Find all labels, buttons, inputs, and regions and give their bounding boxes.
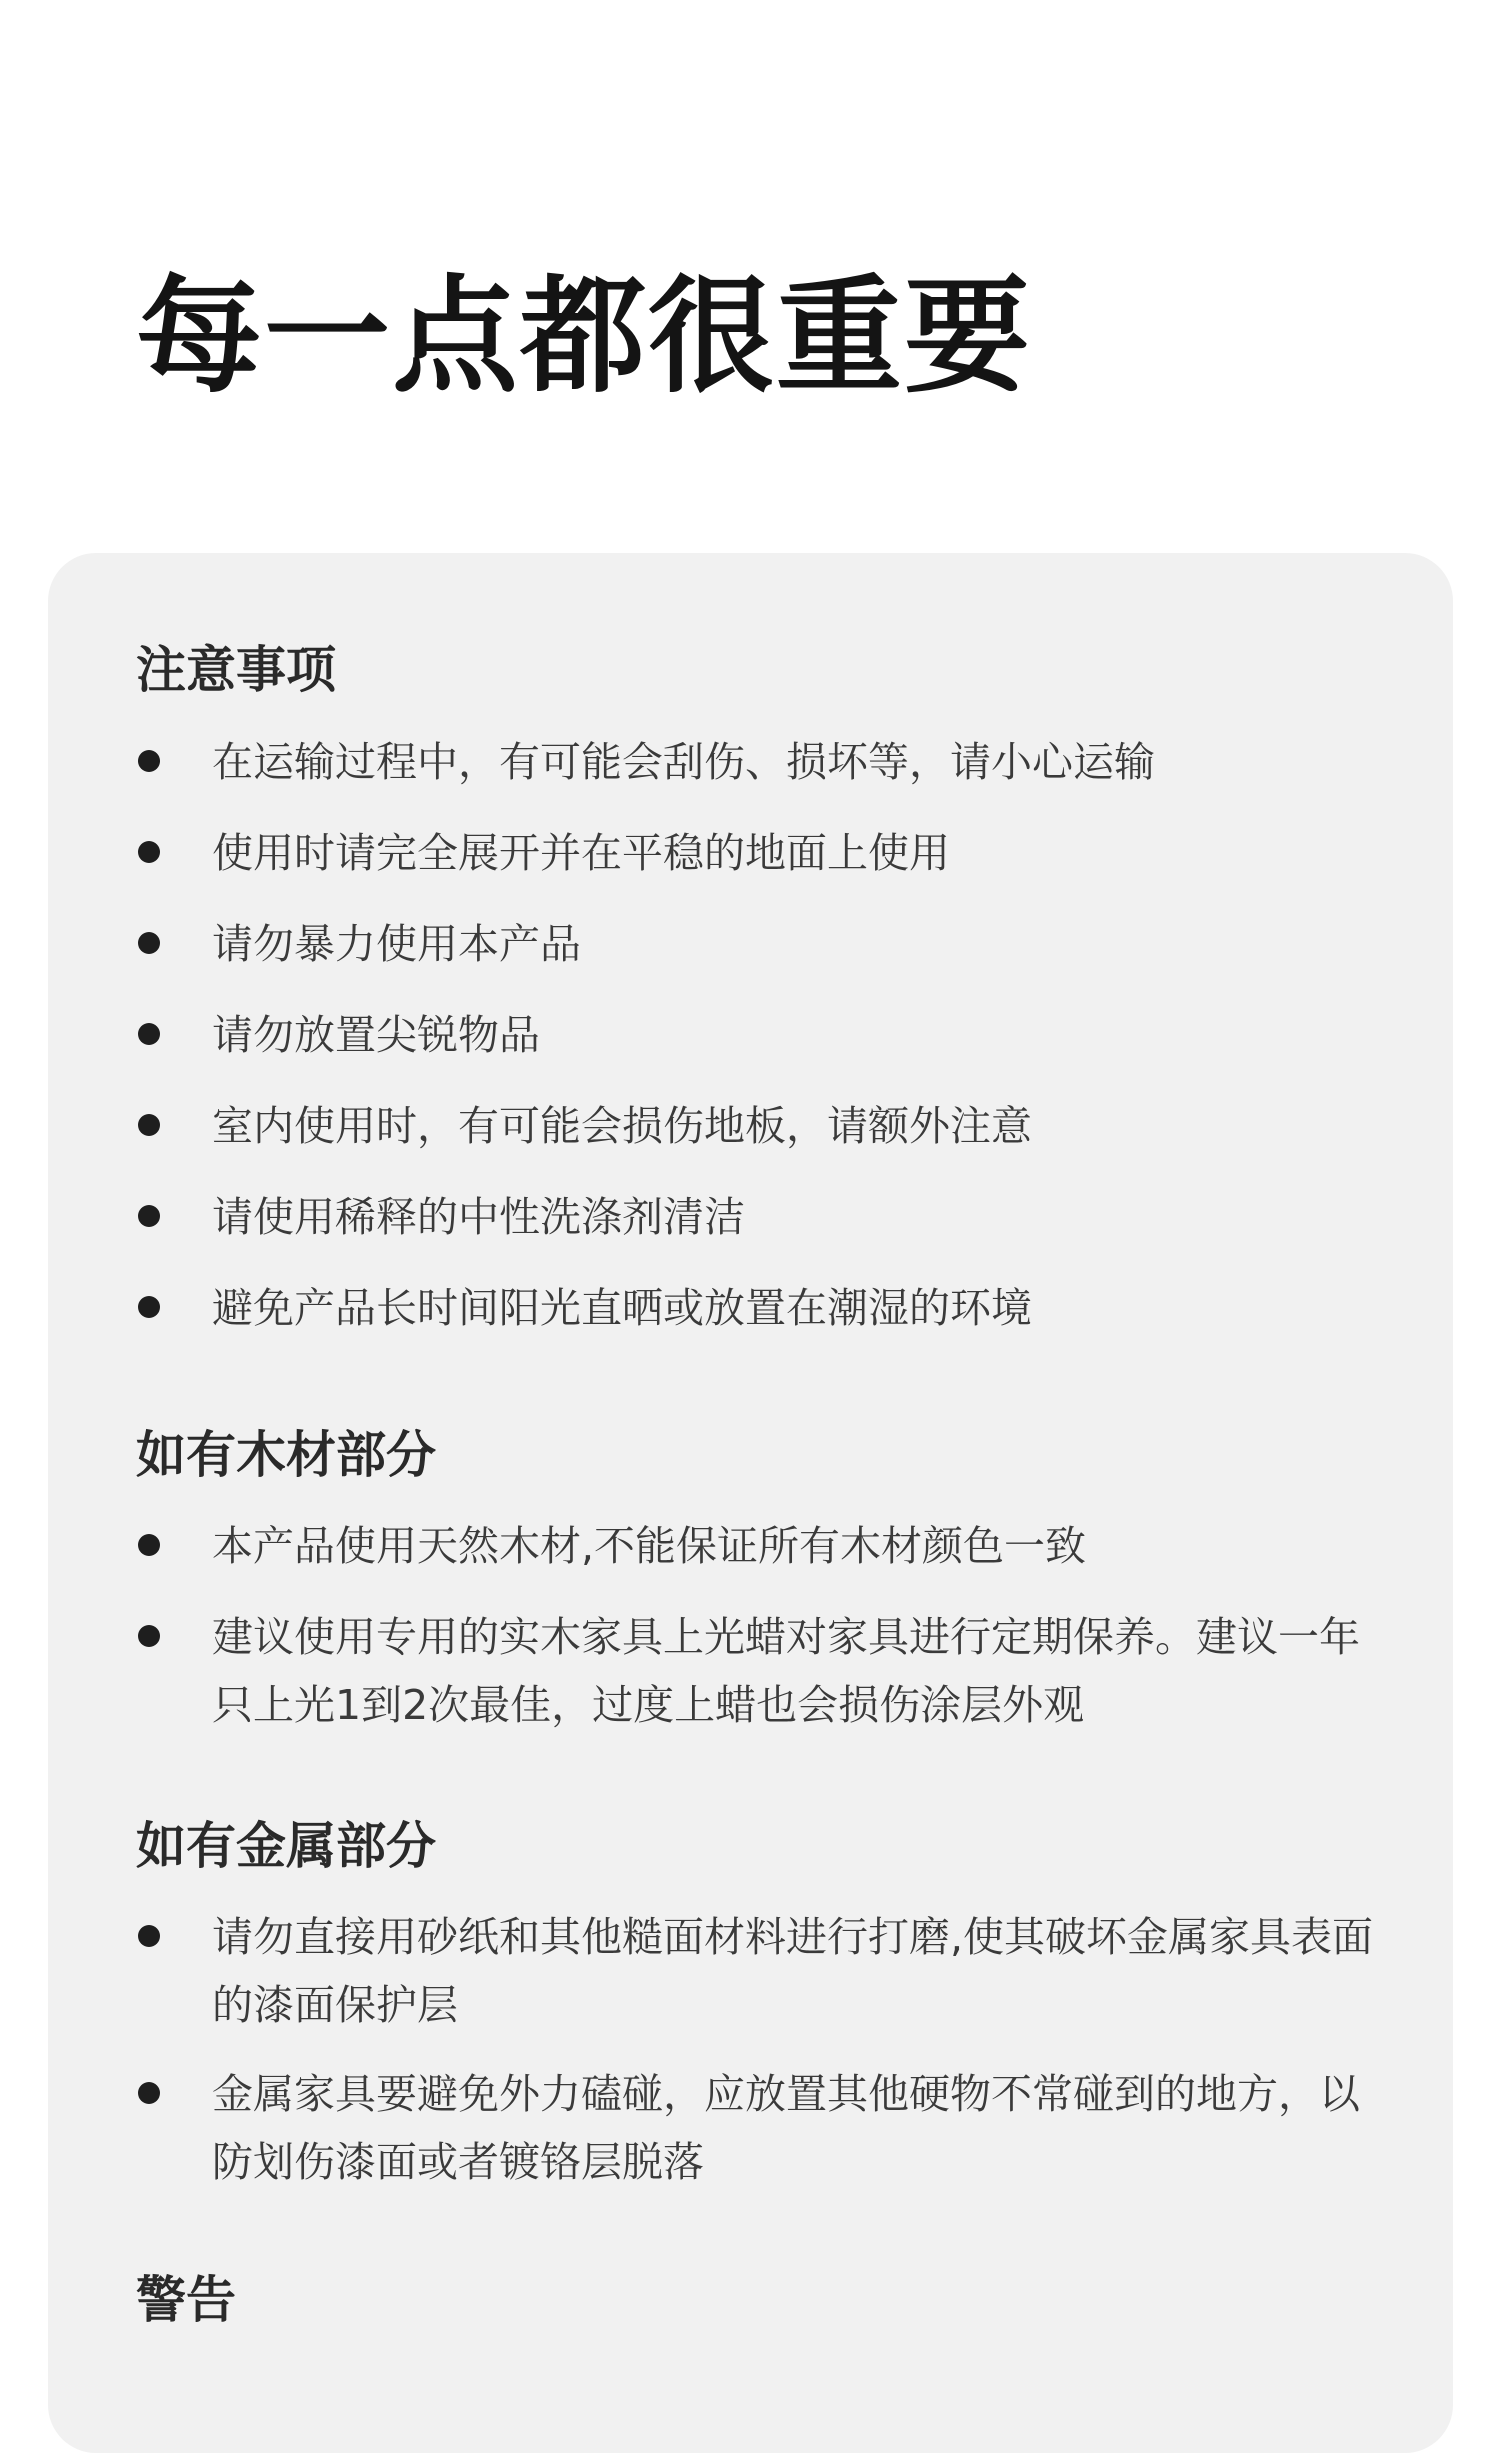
- list-item: [136, 1603, 1376, 1739]
- list-item: [136, 910, 1376, 978]
- bullet-icon: [138, 932, 160, 954]
- list-item-text: 请勿放置尖锐物品: [212, 1011, 540, 1059]
- bullet-icon: [138, 1925, 160, 1947]
- section-heading-metal: 如有金属部分: [136, 1817, 436, 1875]
- list-item: [136, 1274, 1376, 1342]
- list-item: [136, 819, 1376, 887]
- bullet-icon: [138, 841, 160, 863]
- bullet-icon: [138, 1534, 160, 1556]
- bullet-icon: [138, 1296, 160, 1318]
- list-item-text: 请使用稀释的中性洗涤剂清洁: [212, 1193, 745, 1241]
- list-item: [136, 1001, 1376, 1069]
- list-item: [136, 728, 1376, 796]
- list-item-text: 建议使用专用的实木家具上光蜡对家具进行定期保养。建议一年只上光1到2次最佳，过度上蜡也会损伤涂层外观: [212, 1613, 1360, 1729]
- list-item-text: 金属家具要避免外力磕碰，应放置其他硬物不常碰到的地方，以防划伤漆面或者镀铬层脱落: [212, 2070, 1360, 2186]
- list-item-text: 请勿直接用砂纸和其他糙面材料进行打磨,使其破坏金属家具表面的漆面保护层: [212, 1913, 1374, 2029]
- list-item-text: 本产品使用天然木材,不能保证所有木材颜色一致: [212, 1522, 1087, 1570]
- bullet-icon: [138, 1023, 160, 1045]
- bullet-icon: [138, 1114, 160, 1136]
- list-item: [136, 1183, 1376, 1251]
- list-item-text: 请勿暴力使用本产品: [212, 920, 581, 968]
- list-item-text: 室内使用时，有可能会损伤地板，请额外注意: [212, 1102, 1032, 1150]
- list-item: [136, 1903, 1376, 2039]
- bullet-icon: [138, 750, 160, 772]
- page-title: 每一点都很重要: [136, 263, 1032, 410]
- list-item: [136, 1512, 1376, 1580]
- section-heading-wood: 如有木材部分: [136, 1426, 436, 1484]
- list-item: [136, 1092, 1376, 1160]
- section-heading-warning: 警告: [136, 2271, 236, 2329]
- list-item: [136, 2060, 1376, 2196]
- list-item-text: 使用时请完全展开并在平稳的地面上使用: [212, 829, 950, 877]
- bullet-icon: [138, 1205, 160, 1227]
- bullet-icon: [138, 2082, 160, 2104]
- list-item-text: 避免产品长时间阳光直晒或放置在潮湿的环境: [212, 1284, 1032, 1332]
- list-item-text: 在运输过程中，有可能会刮伤、损坏等，请小心运输: [212, 738, 1155, 786]
- section-heading-precautions: 注意事项: [136, 641, 336, 699]
- bullet-icon: [138, 1625, 160, 1647]
